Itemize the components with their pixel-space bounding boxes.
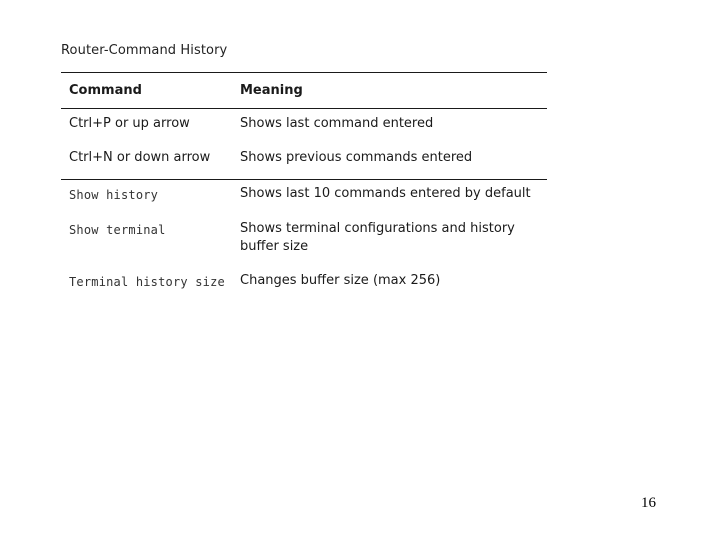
- table-title: Router-Command History: [61, 43, 228, 58]
- row-1-command: Ctrl+P or up arrow: [69, 116, 190, 131]
- row-3-command: Show history: [69, 188, 159, 202]
- row-2-meaning: Shows previous commands entered: [240, 150, 473, 165]
- header-command: Command: [69, 83, 142, 98]
- header-meaning: Meaning: [240, 83, 303, 98]
- row-5-command: Terminal history size: [69, 275, 225, 289]
- table-group-rule: [61, 179, 547, 180]
- row-4-command: Show terminal: [69, 223, 166, 237]
- row-5-meaning: Changes buffer size (max 256): [240, 273, 441, 288]
- row-1-meaning: Shows last command entered: [240, 116, 434, 131]
- table-header-rule: [61, 108, 547, 109]
- table-top-rule: [61, 72, 547, 73]
- row-4-meaning: Shows terminal configurations and history buffer size: [240, 221, 515, 254]
- row-2-command: Ctrl+N or down arrow: [69, 150, 211, 165]
- page-number: 16: [641, 495, 656, 511]
- row-3-meaning: Shows last 10 commands entered by default: [240, 186, 531, 201]
